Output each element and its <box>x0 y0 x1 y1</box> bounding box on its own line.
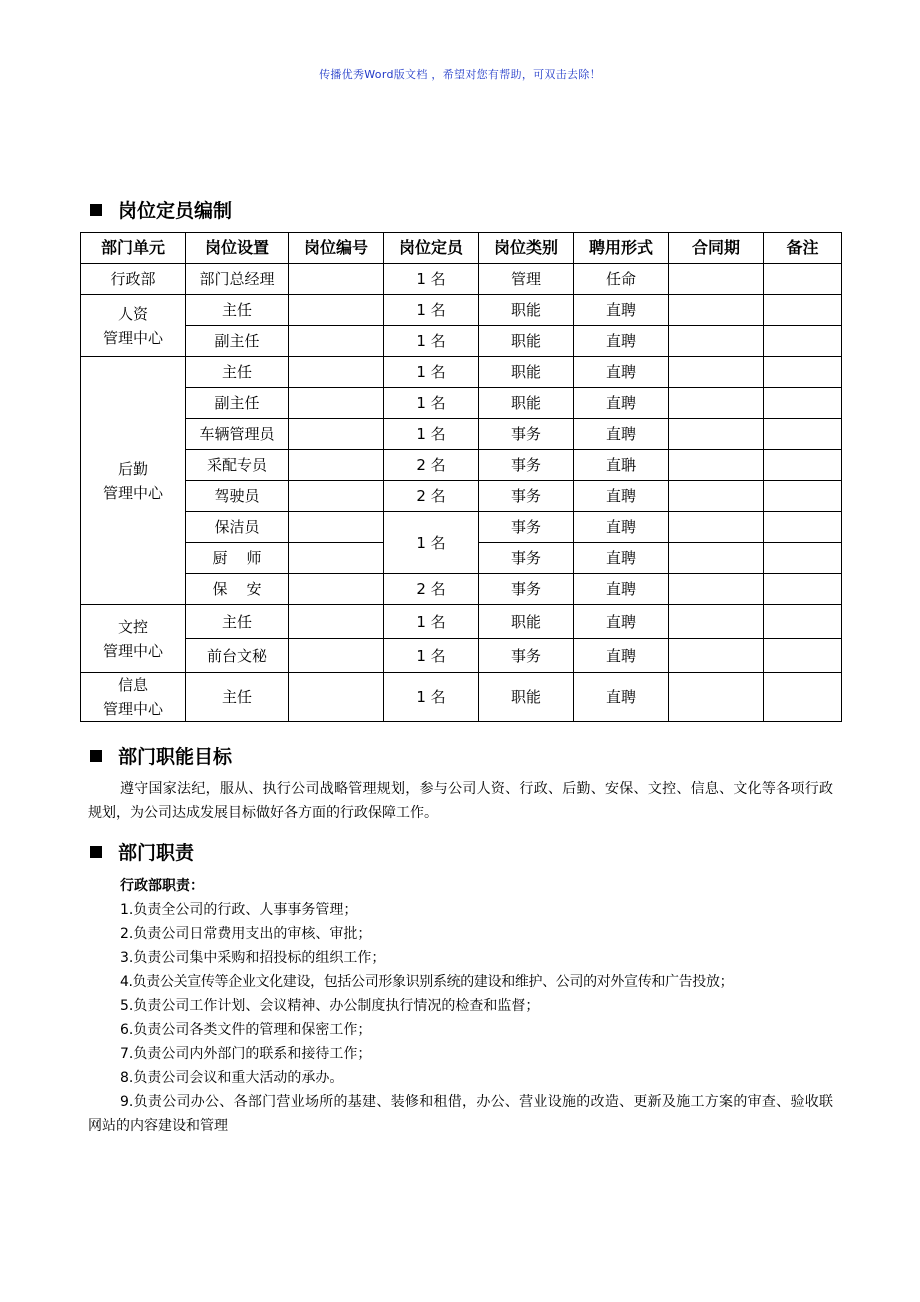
table-row <box>81 388 842 419</box>
category-cell: 职能 <box>479 605 574 639</box>
list-item: 5.负责公司工作计划、会议精神、办公制度执行情况的检查和监督； <box>120 998 540 1014</box>
post-cell: 前台文秘 <box>186 639 289 673</box>
dept-line: 后勤 <box>117 459 148 478</box>
code-cell <box>289 295 384 326</box>
staffing-table <box>80 232 842 722</box>
hire-cell: 直聃 <box>574 450 669 481</box>
hire-cell: 直聘 <box>574 673 669 722</box>
table-row <box>81 673 842 722</box>
dept-line: 管理中心 <box>102 328 163 347</box>
post-cell: 主任 <box>186 673 289 722</box>
list-item: 6.负责公司各类文件的管理和保密工作； <box>120 1022 372 1038</box>
table-row <box>81 512 842 543</box>
contract-cell <box>669 605 764 639</box>
header-cell: 岗位设置 <box>186 233 289 264</box>
code-cell <box>289 357 384 388</box>
contract-cell <box>669 295 764 326</box>
square-bullet-icon <box>90 846 102 858</box>
category-cell: 事务 <box>479 543 574 574</box>
category-cell: 事务 <box>479 481 574 512</box>
code-cell <box>289 326 384 357</box>
contract-cell <box>669 326 764 357</box>
table-row <box>81 357 842 388</box>
post-cell: 厨 师 <box>186 543 289 574</box>
code-cell <box>289 419 384 450</box>
category-cell: 事务 <box>479 450 574 481</box>
code-cell <box>289 264 384 295</box>
dept-line: 文控 <box>117 617 148 636</box>
header-cell: 岗位定员 <box>384 233 479 264</box>
category-cell: 事务 <box>479 574 574 605</box>
contract-cell <box>669 574 764 605</box>
post-cell: 车辆管理员 <box>186 419 289 450</box>
note-cell <box>764 512 842 543</box>
list-item: 7.负责公司内外部门的联系和接待工作； <box>120 1046 372 1062</box>
quota-cell: 1 名 <box>384 326 479 357</box>
contract-cell <box>669 388 764 419</box>
category-cell: 职能 <box>479 388 574 419</box>
quota-cell: 1 名 <box>384 357 479 388</box>
category-cell: 管理 <box>479 264 574 295</box>
code-cell <box>289 605 384 639</box>
note-cell <box>764 419 842 450</box>
table-row <box>81 295 842 326</box>
code-cell <box>289 574 384 605</box>
code-cell <box>289 639 384 673</box>
dept-cell <box>81 357 186 605</box>
quota-cell: 1 名 <box>384 419 479 450</box>
hire-cell: 直聘 <box>574 512 669 543</box>
code-cell <box>289 450 384 481</box>
post-cell: 主任 <box>186 295 289 326</box>
note-cell <box>764 357 842 388</box>
dept-cell <box>81 605 186 673</box>
quota-cell: 2 名 <box>384 481 479 512</box>
hire-cell: 直聘 <box>574 543 669 574</box>
note-cell <box>764 673 842 722</box>
quota-cell: 1 名 <box>384 388 479 419</box>
hire-cell: 直聘 <box>574 639 669 673</box>
note-cell <box>764 450 842 481</box>
code-cell <box>289 481 384 512</box>
hire-cell: 直聘 <box>574 357 669 388</box>
category-cell: 事务 <box>479 639 574 673</box>
hire-cell: 直聘 <box>574 481 669 512</box>
list-item: 4.负责公关宣传等企业文化建设，包括公司形象识别系统的建设和维护、公司的对外宣传和广告投放； <box>120 974 734 990</box>
square-bullet-icon <box>90 750 102 762</box>
note-cell <box>764 481 842 512</box>
contract-cell <box>669 543 764 574</box>
dept-line: 管理中心 <box>102 483 163 502</box>
post-cell: 副主任 <box>186 388 289 419</box>
post-cell: 副主任 <box>186 326 289 357</box>
note-cell <box>764 639 842 673</box>
note-cell <box>764 295 842 326</box>
quota-cell: 1 名 <box>384 295 479 326</box>
contract-cell <box>669 450 764 481</box>
category-cell: 职能 <box>479 357 574 388</box>
contract-cell <box>669 673 764 722</box>
table-row <box>81 419 842 450</box>
section-heading-goal <box>90 742 232 769</box>
post-cell: 保 安 <box>186 574 289 605</box>
contract-cell <box>669 264 764 295</box>
header-cell: 合同期 <box>669 233 764 264</box>
header-cell: 岗位类别 <box>479 233 574 264</box>
quota-cell: 2 名 <box>384 450 479 481</box>
dept-cell <box>81 673 186 722</box>
table-row <box>81 605 842 639</box>
category-cell: 职能 <box>479 673 574 722</box>
note-cell <box>764 543 842 574</box>
table-row <box>81 326 842 357</box>
post-cell: 主任 <box>186 605 289 639</box>
hire-cell: 直聘 <box>574 326 669 357</box>
dept-line: 人资 <box>117 304 148 323</box>
table-header-row <box>81 233 842 264</box>
contract-cell <box>669 481 764 512</box>
quota-cell: 1 名 <box>384 512 479 574</box>
section-title: 部门职能目标 <box>118 746 233 768</box>
contract-cell <box>669 639 764 673</box>
list-item: 2.负责公司日常费用支出的审核、审批； <box>120 926 372 942</box>
post-cell: 驾驶员 <box>186 481 289 512</box>
list-item: 1.负责全公司的行政、人事事务管理； <box>120 902 358 918</box>
list-item: 9.负责公司办公、各部门营业场所的基建、装修和租借，办公、营业设施的改造、更新及施工方案的审查、验收联网站的内容建设和管理 <box>88 1094 833 1134</box>
hire-cell: 直聘 <box>574 419 669 450</box>
category-cell: 事务 <box>479 419 574 450</box>
watermark-text: 传播优秀Word版文档 ，希望对您有帮助，可双击去除！ <box>319 68 601 81</box>
post-cell: 部门总经理 <box>186 264 289 295</box>
code-cell <box>289 388 384 419</box>
post-cell: 主任 <box>186 357 289 388</box>
dept-line: 管理中心 <box>102 641 163 660</box>
list-item: 8.负责公司会议和重大活动的承办。 <box>120 1070 344 1086</box>
contract-cell <box>669 419 764 450</box>
dept-line: 管理中心 <box>102 700 163 718</box>
note-cell <box>764 388 842 419</box>
duties-subtitle: 行政部职责： <box>120 878 204 894</box>
post-cell: 保洁员 <box>186 512 289 543</box>
table-row <box>81 639 842 673</box>
dept-cell: 行政部 <box>81 264 186 295</box>
section-title: 岗位定员编制 <box>118 200 233 222</box>
header-cell: 部门单元 <box>81 233 186 264</box>
table-row <box>81 450 842 481</box>
code-cell <box>289 543 384 574</box>
quota-cell: 1 名 <box>384 264 479 295</box>
category-cell: 职能 <box>479 295 574 326</box>
hire-cell: 直聘 <box>574 574 669 605</box>
note-cell <box>764 326 842 357</box>
duties-list <box>88 874 833 1138</box>
category-cell: 职能 <box>479 326 574 357</box>
header-cell: 岗位编号 <box>289 233 384 264</box>
quota-cell: 2 名 <box>384 574 479 605</box>
section-heading-staffing <box>90 196 232 223</box>
table-row <box>81 264 842 295</box>
hire-cell: 直聘 <box>574 605 669 639</box>
square-bullet-icon <box>90 204 102 216</box>
list-item: 3.负责公司集中采购和招投标的组织工作； <box>120 950 386 966</box>
category-cell: 事务 <box>479 512 574 543</box>
table-row <box>81 574 842 605</box>
header-cell: 备注 <box>764 233 842 264</box>
code-cell <box>289 512 384 543</box>
note-cell <box>764 574 842 605</box>
goal-paragraph: 遵守国家法纪，服从、执行公司战略管理规划，参与公司人资、行政、后勤、安保、文控、信息、文化等各项行政规划，为公司达成发展目标做好各方面的行政保障工作。 <box>88 781 833 821</box>
quota-cell: 1 名 <box>384 673 479 722</box>
dept-line: 信息 <box>117 676 148 694</box>
hire-cell: 任命 <box>574 264 669 295</box>
code-cell <box>289 673 384 722</box>
contract-cell <box>669 357 764 388</box>
section-title: 部门职责 <box>118 842 195 864</box>
table-row <box>81 481 842 512</box>
dept-cell <box>81 295 186 357</box>
quota-cell: 1 名 <box>384 639 479 673</box>
post-cell: 采配专员 <box>186 450 289 481</box>
quota-cell: 1 名 <box>384 605 479 639</box>
hire-cell: 直聘 <box>574 388 669 419</box>
header-cell: 聘用形式 <box>574 233 669 264</box>
hire-cell: 直聘 <box>574 295 669 326</box>
contract-cell <box>669 512 764 543</box>
note-cell <box>764 605 842 639</box>
section-heading-duties <box>90 838 194 865</box>
note-cell <box>764 264 842 295</box>
